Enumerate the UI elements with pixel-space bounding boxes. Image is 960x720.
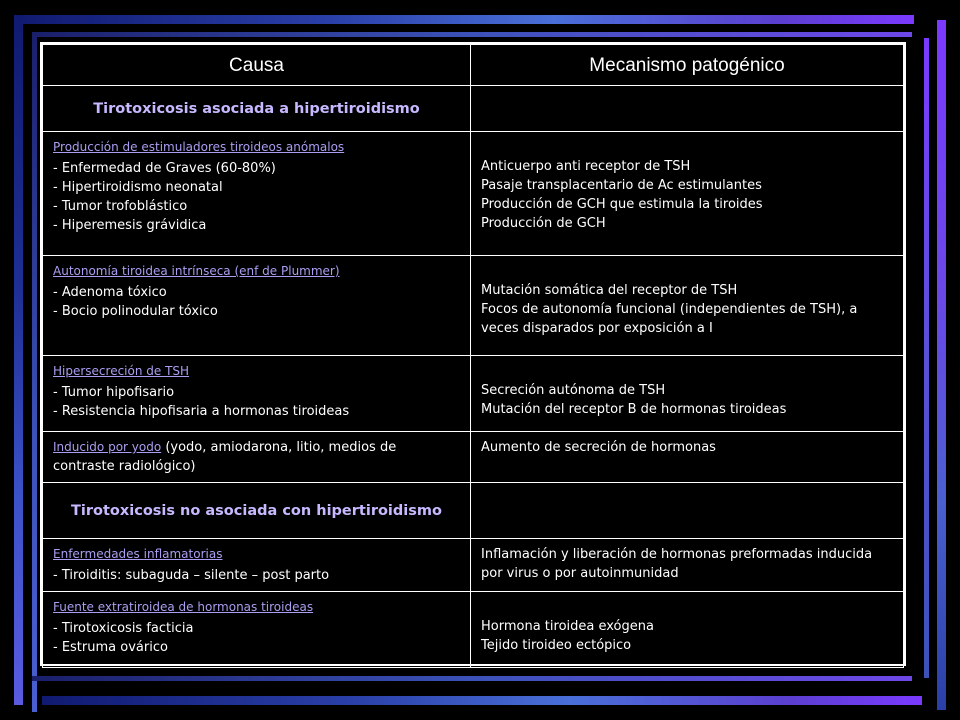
cause-cell-sec6	[43, 592, 471, 668]
mechanism-item: Mutación somática del receptor de TSH	[481, 283, 738, 298]
mechanism-item: Focos de autonomía funcional (independientes de TSH), a veces disparados por exposición a I	[481, 302, 858, 336]
table-row	[43, 432, 904, 483]
mechanism-item: Mutación del receptor B de hormonas tiroideas	[481, 402, 787, 417]
cause-item: - Estruma ovárico	[53, 640, 168, 655]
mechanism-cell-sec6	[471, 592, 904, 668]
group-row-2	[43, 483, 904, 539]
mechanism-item: Hormona tiroidea exógena	[481, 619, 654, 634]
decorative-bar-left-outer	[14, 15, 23, 705]
group-title-1: Tirotoxicosis asociada a hipertiroidismo	[43, 86, 471, 132]
cause-cell-sec5	[43, 539, 471, 592]
section-subtitle: Producción de estimuladores tiroideos anómalos	[53, 140, 345, 154]
mechanism-item: Aumento de secreción de hormonas	[481, 440, 716, 455]
mechanism-cell-sec1	[471, 132, 904, 256]
decorative-bar-bottom-inner	[32, 676, 912, 681]
decorative-bar-left-inner	[32, 32, 37, 712]
mechanism-item: Pasaje transplacentario de Ac estimulantes	[481, 178, 762, 193]
table-row	[43, 256, 904, 356]
cause-item: - Hiperemesis grávidica	[53, 218, 207, 233]
mechanism-item: Anticuerpo anti receptor de TSH	[481, 159, 691, 174]
group-row-1	[43, 86, 904, 132]
table-row	[43, 592, 904, 668]
cause-item: - Tumor trofoblástico	[53, 199, 188, 214]
section-subtitle: Enfermedades inflamatorias	[53, 547, 223, 561]
cause-cell-sec2	[43, 256, 471, 356]
section-subtitle: Hipersecreción de TSH	[53, 364, 190, 378]
cause-item: - Hipertiroidismo neonatal	[53, 180, 223, 195]
group-empty-1	[471, 86, 904, 132]
section-subtitle: Autonomía tiroidea intrínseca (enf de Plummer)	[53, 264, 340, 278]
mechanism-item: Secreción autónoma de TSH	[481, 383, 666, 398]
decorative-bar-bottom-outer	[42, 696, 922, 705]
mechanism-item: Inflamación y liberación de hormonas preformadas inducida por virus o por autoinmunidad	[481, 547, 873, 581]
cause-item: - Tumor hipofisario	[53, 385, 175, 400]
mechanism-item: Producción de GCH	[481, 216, 606, 231]
cause-item: - Enfermedad de Graves (60-80%)	[53, 161, 276, 176]
mechanism-item: Producción de GCH que estimula la tiroides	[481, 197, 763, 212]
decorative-bar-right-outer	[937, 20, 946, 710]
decorative-bar-right-inner	[924, 38, 929, 678]
header-mecanismo: Mecanismo patogénico	[471, 45, 904, 86]
cause-item: - Tiroiditis: subaguda – silente – post parto	[53, 568, 330, 583]
decorative-bar-top-inner	[32, 32, 912, 37]
mechanism-item: Tejido tiroideo ectópico	[481, 638, 632, 653]
causes-table	[40, 42, 906, 666]
cause-item: - Adenoma tóxico	[53, 285, 167, 300]
table-row	[43, 132, 904, 256]
header-causa: Causa	[43, 45, 471, 86]
group-title-2: Tirotoxicosis no asociada con hipertiroidismo	[43, 483, 471, 539]
mechanism-cell-sec4	[471, 432, 904, 483]
cause-cell-sec1	[43, 132, 471, 256]
cause-item: - Tirotoxicosis facticia	[53, 621, 194, 636]
cause-cell-sec4	[43, 432, 471, 483]
cause-item: - Resistencia hipofisaria a hormonas tiroideas	[53, 404, 350, 419]
mechanism-cell-sec3	[471, 356, 904, 432]
mechanism-cell-sec2	[471, 256, 904, 356]
decorative-bar-top-outer	[14, 15, 914, 24]
section-subtitle: Inducido por yodo	[53, 440, 162, 454]
cause-text: (yodo, amiodarona, litio, medios de contraste radiológico)	[53, 440, 397, 474]
cause-cell-sec3	[43, 356, 471, 432]
table-row	[43, 356, 904, 432]
section-subtitle: Fuente extratiroidea de hormonas tiroideas	[53, 600, 314, 614]
group-empty-2	[471, 483, 904, 539]
header-row	[43, 45, 904, 86]
cause-item: - Bocio polinodular tóxico	[53, 304, 218, 319]
table-row	[43, 539, 904, 592]
mechanism-cell-sec5	[471, 539, 904, 592]
